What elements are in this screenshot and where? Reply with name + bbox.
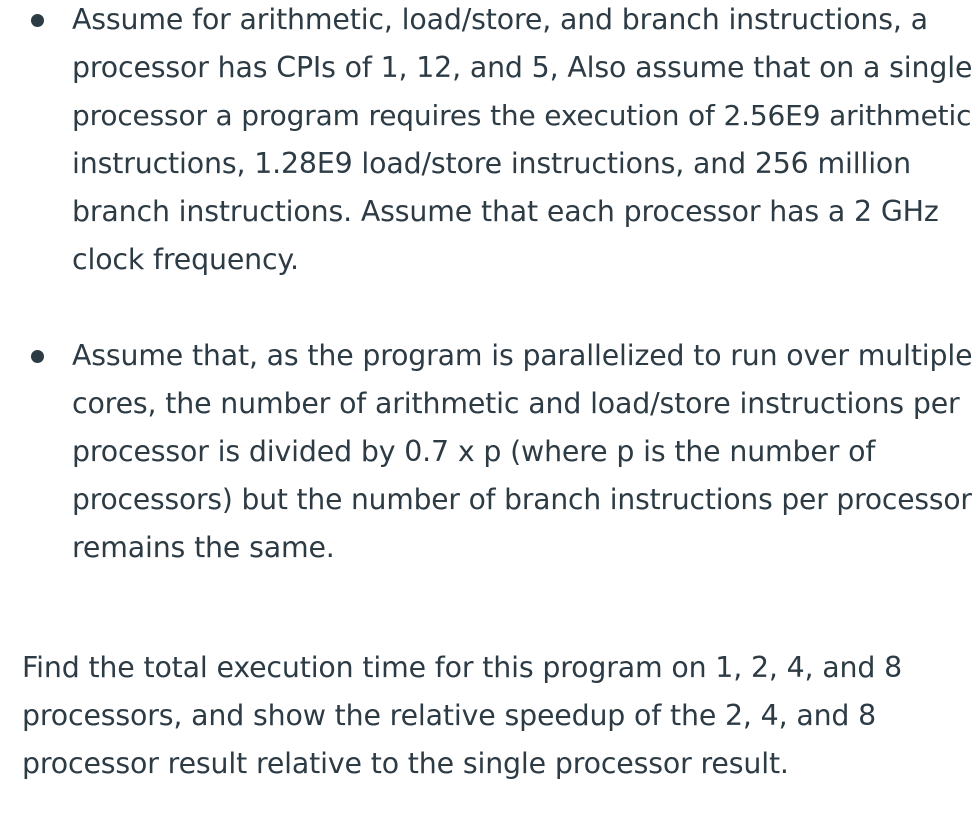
text-line: Assume that, as the program is parallelized to run over multiple xyxy=(72,339,973,372)
text-line: processor result relative to the single processor result. xyxy=(22,747,789,780)
text-line: branch instructions. Assume that each processor has a 2 GHz xyxy=(72,195,939,228)
bullet-icon xyxy=(31,350,44,363)
text-line: clock frequency. xyxy=(72,243,299,276)
text-line: processor has CPIs of 1, 12, and 5, Also assume that on a single xyxy=(72,51,973,84)
text-line: Assume for arithmetic, load/store, and branch instructions, a xyxy=(72,3,928,36)
text-line: processor is divided by 0.7 x p (where p is the number of xyxy=(72,435,876,468)
bullet-icon xyxy=(31,14,44,27)
text-line: processors, and show the relative speedup of the 2, 4, and 8 xyxy=(22,699,877,732)
text-line: processors) but the number of branch instructions per processor xyxy=(72,483,972,516)
text-line: cores, the number of arithmetic and load/store instructions per xyxy=(72,387,960,420)
text-line: instructions, 1.28E9 load/store instructions, and 256 million xyxy=(72,147,911,180)
text-line: Find the total execution time for this program on 1, 2, 4, and 8 xyxy=(22,651,903,684)
text-line: remains the same. xyxy=(72,531,335,564)
text-line: processor a program requires the execution of 2.56E9 arithmetic xyxy=(72,99,972,132)
